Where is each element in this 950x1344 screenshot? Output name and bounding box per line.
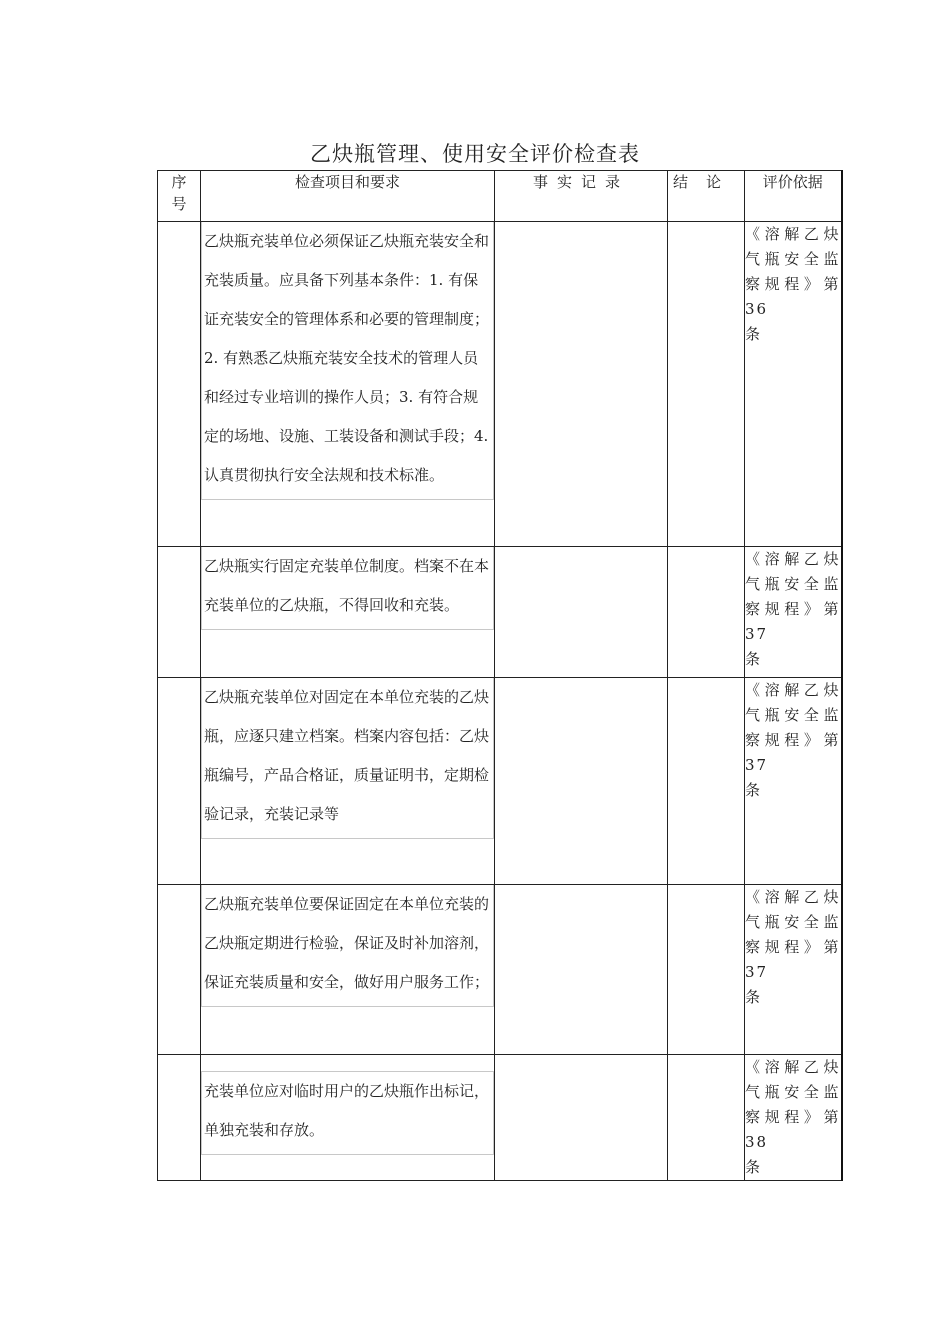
- row-basis-end: 条: [745, 1158, 763, 1176]
- row-basis-main: 《溶解乙炔气瓶安全监察规程》第 37: [745, 888, 841, 981]
- row-item-cell: [201, 885, 495, 1055]
- row-conclusion: [668, 1055, 745, 1181]
- row-fact: [495, 547, 668, 678]
- table-header-row: [158, 171, 842, 222]
- header-conclusion: 结论: [668, 171, 745, 222]
- row-seq: [158, 547, 201, 678]
- row-basis: [745, 547, 842, 678]
- row-basis-main: 《溶解乙炔气瓶安全监察规程》第 37: [745, 681, 841, 774]
- row-item-text: 乙炔瓶充装单位对固定在本单位充装的乙炔瓶，应逐只建立档案。档案内容包括：乙炔瓶编号，产品合格证，质量证明书，定期检验记录，充装记录等: [201, 678, 494, 839]
- row-fact: [495, 885, 668, 1055]
- row-fact: [495, 678, 668, 885]
- table-row: [158, 547, 842, 678]
- row-seq: [158, 222, 201, 547]
- row-conclusion: [668, 678, 745, 885]
- row-seq: [158, 1055, 201, 1181]
- row-basis-main: 《溶解乙炔气瓶安全监察规程》第 36: [745, 225, 841, 318]
- row-basis-end: 条: [745, 325, 763, 343]
- row-fact: [495, 222, 668, 547]
- row-basis: [745, 885, 842, 1055]
- table-row: [158, 1055, 842, 1181]
- header-seq-line2: 号: [171, 195, 187, 213]
- row-basis: [745, 678, 842, 885]
- row-basis-main: 《溶解乙炔气瓶安全监察规程》第 38: [745, 1058, 841, 1151]
- header-item: 检查项目和要求: [201, 171, 495, 222]
- table-row: [158, 885, 842, 1055]
- row-basis-end: 条: [745, 781, 763, 799]
- row-basis-end: 条: [745, 650, 763, 668]
- row-basis-end: 条: [745, 988, 763, 1006]
- header-seq-line1: 序: [171, 173, 187, 191]
- table-row: [158, 678, 842, 885]
- evaluation-checklist-table: [157, 170, 843, 1181]
- row-item-cell: [201, 222, 495, 547]
- row-item-text: 充装单位应对临时用户的乙炔瓶作出标记，单独充装和存放。: [201, 1071, 494, 1155]
- row-seq: [158, 885, 201, 1055]
- row-fact: [495, 1055, 668, 1181]
- row-item-text: 乙炔瓶充装单位要保证固定在本单位充装的乙炔瓶定期进行检验，保证及时补加溶剂，保证充装质量和安全，做好用户服务工作；: [201, 885, 494, 1007]
- header-basis: 评价依据: [745, 171, 842, 222]
- page-title: 乙炔瓶管理、使用安全评价检查表: [310, 142, 640, 166]
- table-row: [158, 222, 842, 547]
- header-fact: 事实记录: [495, 171, 668, 222]
- row-item-cell: [201, 678, 495, 885]
- row-conclusion: [668, 222, 745, 547]
- header-seq: [158, 171, 201, 222]
- row-item-text: 乙炔瓶充装单位必须保证乙炔瓶充装安全和充装质量。应具备下列基本条件：1. 有保证充装安全的管理体系和必要的管理制度；2. 有熟悉乙炔瓶充装安全技术的管理人员和经过专业培训的操作人员；3. 有符合规定的场地、设施、工装设备和测试手段；4. 认真贯彻执行安全法规和技术标准。: [201, 222, 494, 500]
- row-conclusion: [668, 885, 745, 1055]
- row-seq: [158, 678, 201, 885]
- row-conclusion: [668, 547, 745, 678]
- row-basis: [745, 1055, 842, 1181]
- row-item-text: 乙炔瓶实行固定充装单位制度。档案不在本充装单位的乙炔瓶，不得回收和充装。: [201, 547, 494, 630]
- row-item-cell: [201, 547, 495, 678]
- row-item-cell: [201, 1055, 495, 1181]
- row-basis-main: 《溶解乙炔气瓶安全监察规程》第 37: [745, 550, 841, 643]
- row-basis: [745, 222, 842, 547]
